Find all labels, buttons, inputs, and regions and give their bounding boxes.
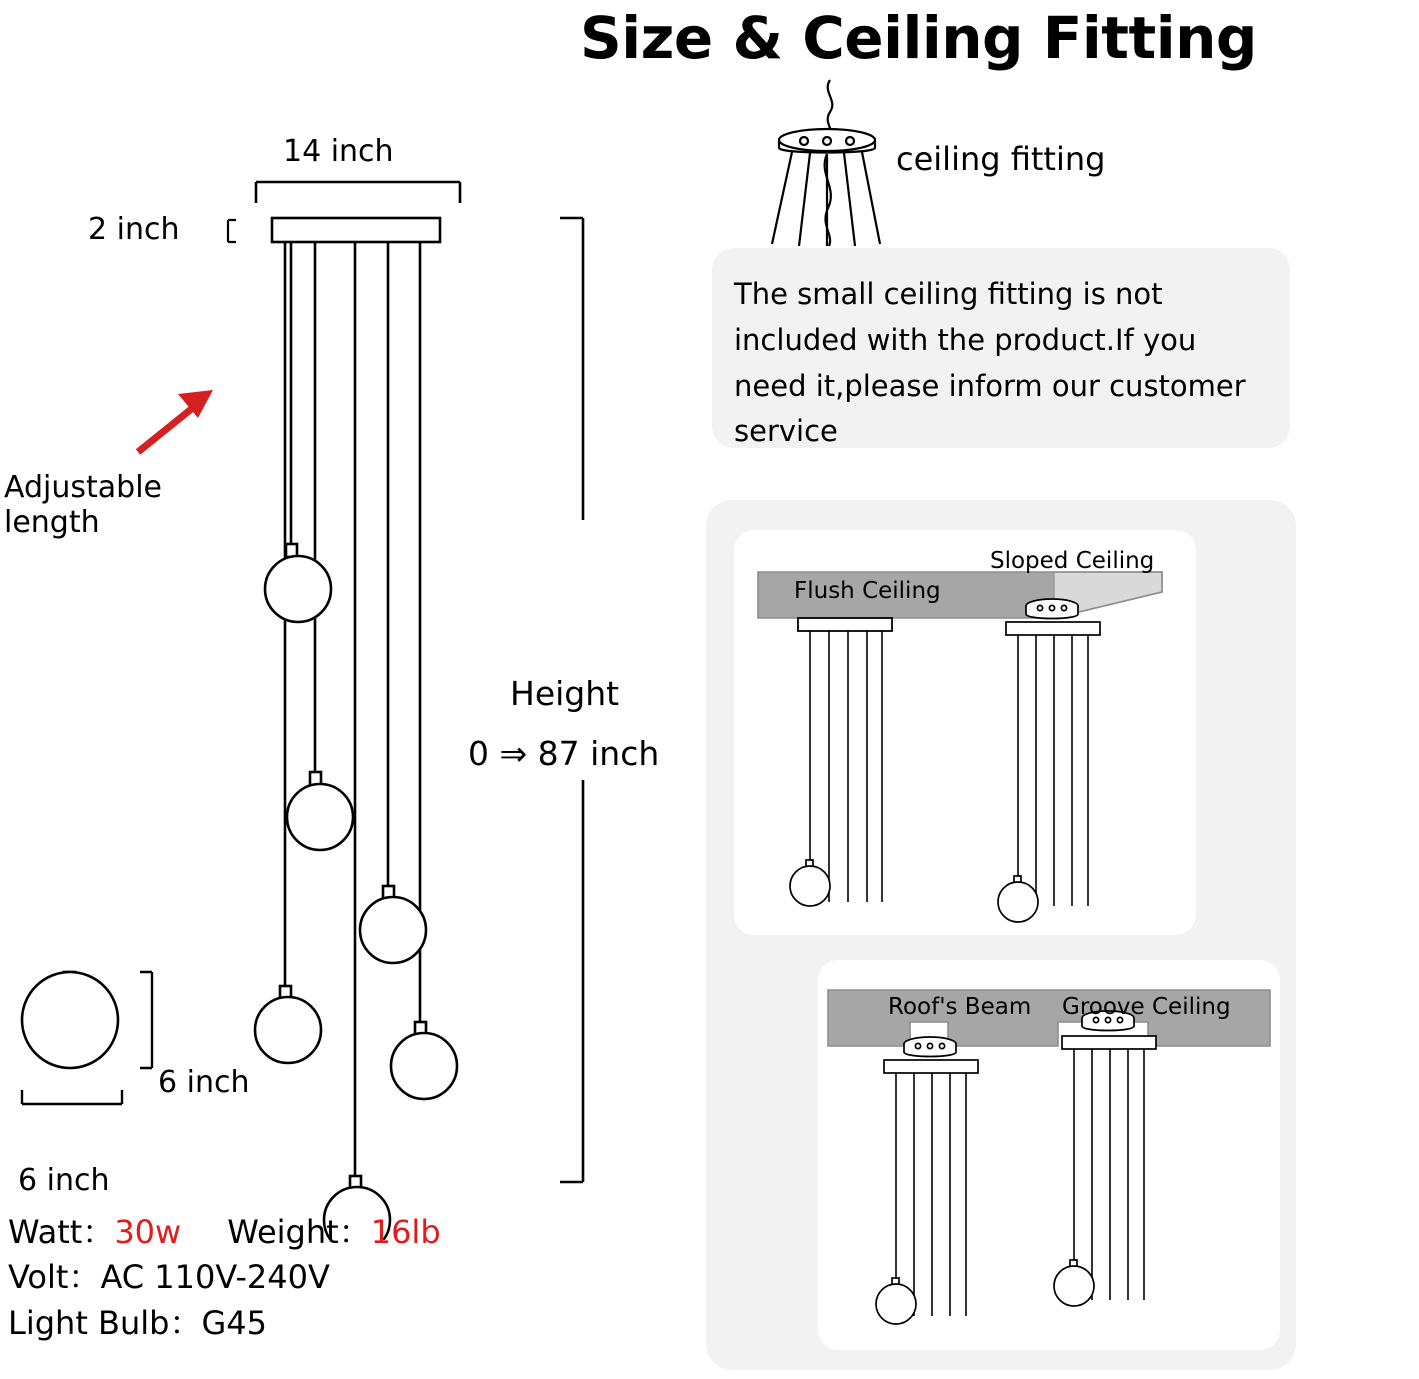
spec-row-bulb [8, 1301, 441, 1346]
watt-value: 30w [114, 1213, 182, 1251]
watt-key: Watt： [8, 1213, 115, 1251]
volt-value: AC 110V-240V [100, 1258, 330, 1297]
mounting-card-flush-sloped [734, 530, 1196, 935]
bulb-value: G45 [201, 1303, 267, 1342]
chandelier-line-drawing [0, 60, 700, 1240]
product-dimension-diagram [0, 60, 700, 1240]
ceiling-fitting-label: ceiling fitting [896, 140, 1106, 178]
ceiling-fitting-illustration [752, 78, 902, 253]
page-title: Size & Ceiling Fitting [580, 4, 1257, 72]
canopy-thickness-label: 2 inch [88, 212, 180, 247]
mounting-card-beam-groove [818, 960, 1280, 1350]
height-label: Height [510, 674, 620, 713]
mount-label-sloped-ceiling: Sloped Ceiling [990, 548, 1155, 574]
mounting-options-panel [706, 500, 1296, 1370]
globe-height-label: 6 inch [158, 1065, 250, 1100]
height-value-label: 0 ⇒ 87 inch [468, 734, 660, 773]
mount-label-roofs-beam: Roof's Beam [888, 994, 1032, 1020]
globe-width-label: 6 inch [18, 1163, 110, 1198]
specifications-block [8, 1210, 441, 1346]
ceiling-fitting-note-text: The small ceiling fitting is not included with the product.If you need it,please inform our customer service [734, 277, 1246, 449]
adjustable-length-label: Adjustable length [4, 470, 162, 541]
ceiling-fitting-note-box [712, 248, 1290, 448]
weight-value: 16lb [370, 1213, 441, 1251]
bulb-key: Light Bulb： [8, 1303, 202, 1342]
volt-key: Volt： [8, 1258, 101, 1297]
spec-row-watt-weight [8, 1210, 441, 1255]
weight-key: Weight： [227, 1213, 371, 1251]
spec-row-volt [8, 1255, 441, 1300]
width-dimension-label: 14 inch [283, 134, 394, 169]
mount-label-flush-ceiling: Flush Ceiling [794, 578, 941, 604]
mount-label-groove-ceiling: Groove Ceiling [1062, 994, 1231, 1020]
